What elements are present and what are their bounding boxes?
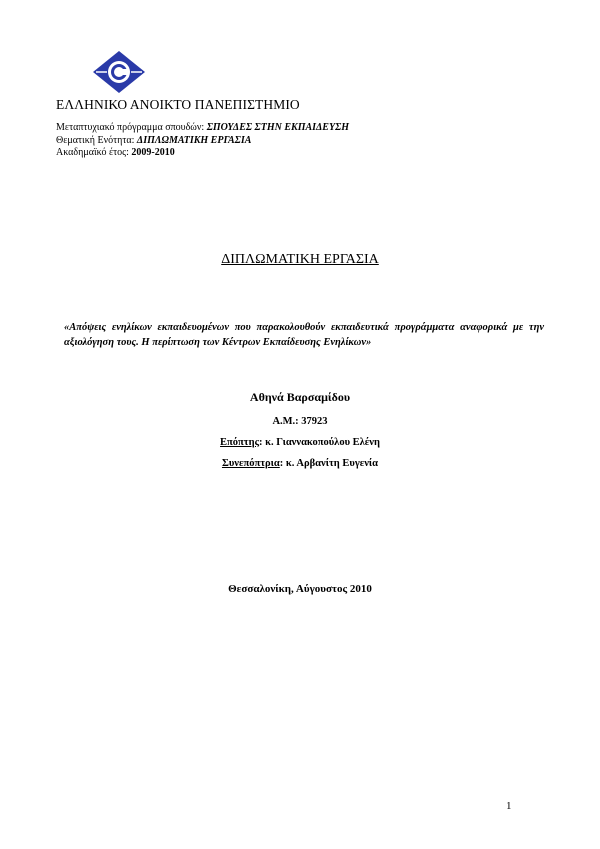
university-logo-icon (92, 50, 146, 94)
document-title: ΔΙΠΛΩΜΑΤΙΚΗ ΕΡΓΑΣΙΑ (221, 252, 379, 267)
year-value: 2009-2010 (131, 147, 175, 158)
author-name: Αθηνά Βαρσαμίδου (249, 390, 351, 404)
program-info (56, 122, 349, 160)
supervisor-line (0, 437, 600, 448)
page-number: 1 (506, 800, 512, 812)
unit-line (56, 135, 349, 148)
supervisor-name: : κ. Γιαννακοπούλου Ελένη (259, 437, 380, 448)
cosupervisor-line (0, 458, 600, 469)
student-id: Α.Μ.: 37923 (272, 416, 328, 427)
program-line (56, 122, 349, 135)
university-name: ΕΛΛΗΝΙΚΟ ΑΝΟΙΚΤΟ ΠΑΝΕΠΙΣΤΗΜΙΟ (56, 97, 300, 112)
cosupervisor-label: Συνεπόπτρια (221, 458, 280, 469)
year-label: Ακαδημαϊκό έτος: (56, 147, 129, 158)
cosupervisor-name: : κ. Αρβανίτη Ευγενία (279, 458, 379, 469)
program-label: Μεταπτυχιακό πρόγραμμα σπουδών: (56, 122, 205, 133)
year-line (56, 147, 349, 160)
thesis-subtitle: «Απόψεις ενηλίκων εκπαιδευομένων που παρακολουθούν εκπαιδευτικά προγράμματα αναφορικά με την αξιολόγηση τους. Η περίπτωση των Κέντρων Εκπαίδευσης Ενηλίκων» (64, 322, 544, 348)
unit-value: ΔΙΠΛΩΜΑΤΙΚΗ ΕΡΓΑΣΙΑ (136, 134, 252, 146)
program-value: ΣΠΟΥΔΕΣ ΣΤΗΝ ΕΚΠΑΙΔΕΥΣΗ (206, 122, 350, 133)
unit-label: Θεματική Ενότητα: (56, 134, 135, 146)
supervisor-label: Επόπτης (220, 437, 260, 448)
place-date: Θεσσαλονίκη, Αύγουστος 2010 (228, 583, 372, 595)
